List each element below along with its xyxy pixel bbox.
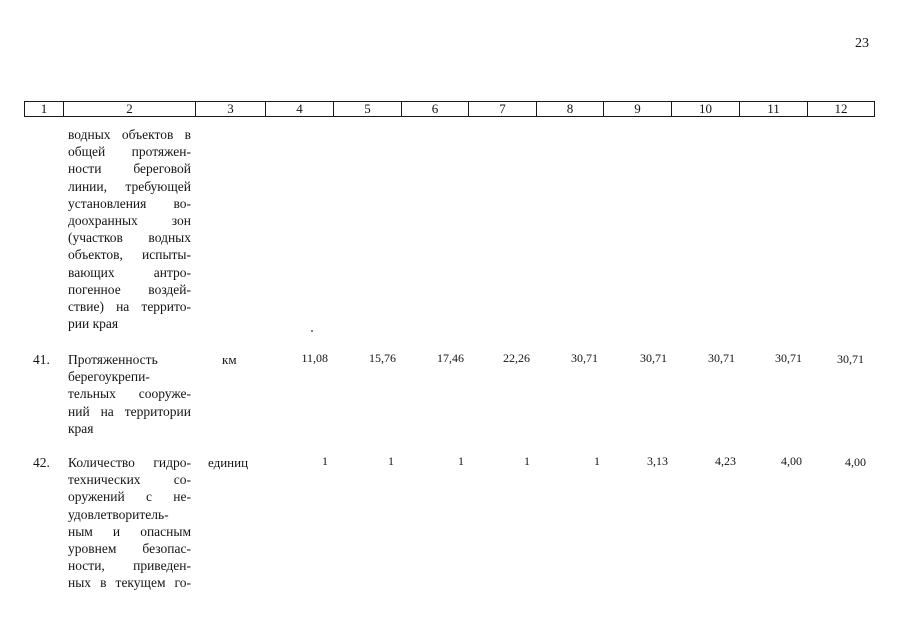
header-col-4: 4 [266, 102, 334, 116]
row-number: 41. [33, 352, 50, 367]
value-cell: 3,13 [647, 454, 668, 468]
row-number: 42. [33, 455, 50, 470]
continuation-line: ствие) на террито- [68, 298, 191, 314]
row-description [68, 454, 191, 592]
continuation-line: вающих антро- [68, 264, 191, 280]
page-number: 23 [855, 36, 869, 51]
value-cell: 1 [524, 454, 530, 468]
continuation-line: (участков водных [68, 230, 191, 246]
header-col-8: 8 [537, 102, 604, 116]
header-col-1: 1 [25, 102, 64, 116]
row-description-line: Количество гидро- [68, 455, 191, 470]
value-cell: 1 [458, 454, 464, 468]
value-cell: 11,08 [301, 351, 328, 365]
row-description-line: ний на территории [68, 403, 191, 419]
value-cell: 30,71 [571, 351, 598, 365]
header-col-6: 6 [402, 102, 469, 116]
value-cell: 4,00 [781, 454, 802, 468]
header-col-3: 3 [196, 102, 266, 116]
continuation-line: объектов, испыты- [68, 247, 191, 263]
continuation-line: доохранных зон [68, 212, 191, 228]
value-cell: 22,26 [503, 351, 530, 365]
row-description-line: технических со- [68, 472, 191, 488]
row-description-line: уровнем безопас- [68, 540, 191, 556]
row-description-line: удовлетворитель- [68, 506, 169, 522]
row-description-line: ным и опасным [68, 523, 191, 539]
continuation-line: водных объектов в [68, 127, 191, 142]
value-cell: 1 [388, 454, 394, 468]
continuation-line: установления во- [68, 195, 191, 211]
header-col-11: 11 [740, 102, 808, 116]
value-cell: 17,46 [437, 351, 464, 365]
row-description-line: ности, приведен- [68, 558, 191, 574]
row-description-line: берегоукрепи- [68, 369, 150, 385]
value-cell: 1 [322, 454, 328, 468]
value-cell: 15,76 [369, 351, 396, 365]
value-cell: 4,23 [715, 454, 736, 468]
scan-speck [311, 330, 313, 332]
header-col-12: 12 [834, 101, 848, 116]
header-col-2: 2 [64, 102, 196, 116]
continuation-line: ности береговой [68, 161, 191, 177]
row-description-line: оружений с не- [68, 489, 191, 505]
row-description-line: тельных сооруже- [68, 386, 191, 402]
value-cell: 30,71 [837, 352, 864, 366]
row-unit: единиц [208, 455, 249, 470]
continuation-line: линии, требующей [68, 178, 191, 194]
value-cell: 30,71 [775, 351, 802, 365]
header-col-5: 5 [334, 102, 402, 116]
row-description-line: ных в текущем го- [68, 575, 191, 591]
table-header-row [24, 101, 875, 117]
continuation-line: общей протяжен- [68, 144, 191, 160]
value-cell: 4,00 [845, 455, 866, 469]
continuation-description [68, 126, 191, 332]
continuation-line: рии края [68, 316, 119, 332]
row-description [68, 351, 191, 437]
row-description-line: края [68, 420, 94, 436]
value-cell: 30,71 [640, 351, 667, 365]
continuation-line: погенное воздей- [68, 281, 191, 297]
value-cell: 1 [594, 454, 600, 468]
row-unit: км [222, 352, 237, 367]
header-col-10: 10 [672, 102, 740, 116]
header-col-7: 7 [469, 102, 537, 116]
header-col-9: 9 [604, 102, 672, 116]
row-description-line: Протяженность [68, 352, 158, 367]
value-cell: 30,71 [708, 351, 735, 365]
